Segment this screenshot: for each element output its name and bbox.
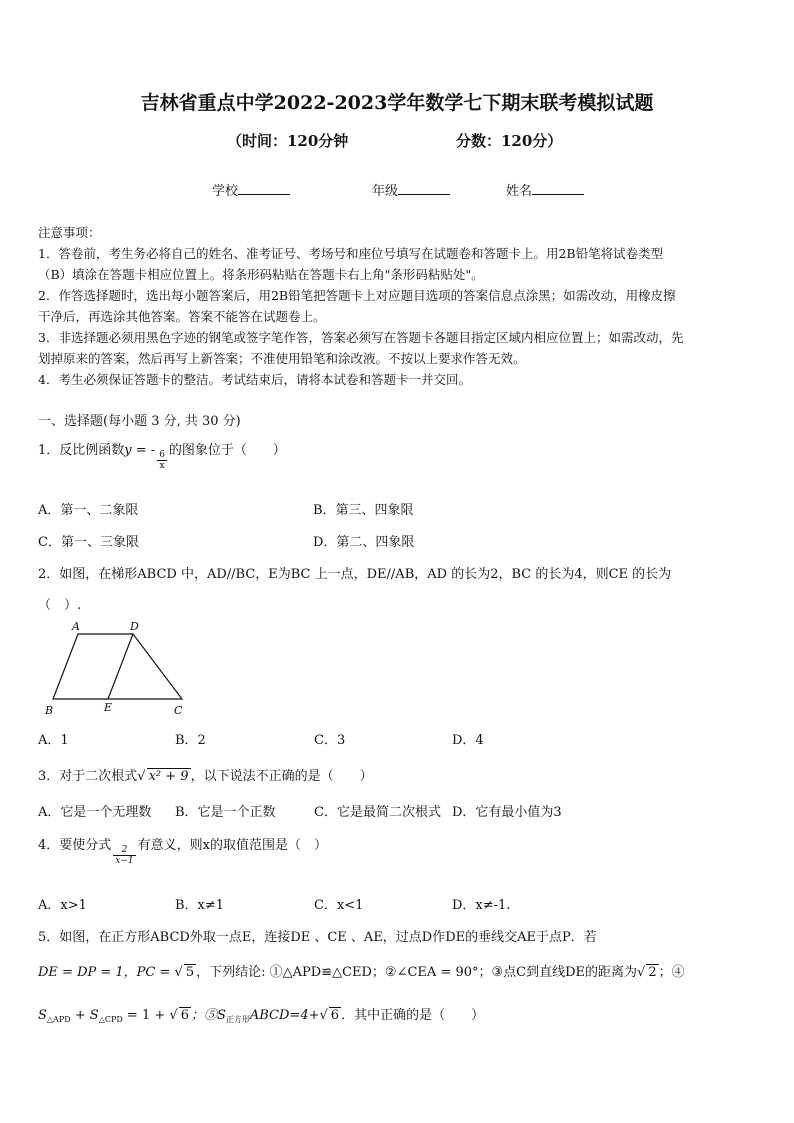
q3-text-after: ，以下说法不正确的是（ ） — [190, 769, 373, 784]
q4-frac-den: x−1 — [115, 856, 134, 866]
label-b: B — [45, 704, 54, 717]
grade-field[interactable] — [372, 180, 450, 199]
exam-notes — [38, 222, 760, 390]
notes-line: 划掉原来的答案，然后再写上新答案；不准使用铅笔和涂改液。不按以上要求作答无效。 — [38, 351, 526, 366]
school-blank[interactable] — [238, 182, 290, 195]
q4-fraction — [113, 845, 135, 866]
q1-formula-lhs: y = - — [124, 443, 156, 458]
q5-sqrt-6a: 6 — [180, 1008, 189, 1023]
section-heading: 一、选择题(每小题 3 分, 共 30 分) — [38, 414, 241, 429]
sqrt-sign: √ — [637, 965, 646, 980]
name-field[interactable] — [506, 180, 584, 199]
q4-option-b[interactable]: B．x≠1 — [175, 898, 225, 913]
q1-frac-num: 6 — [159, 450, 165, 460]
sqrt-sign: √ — [174, 965, 183, 980]
question-1 — [38, 439, 286, 471]
q3-radicand: x² + 9 — [148, 769, 189, 784]
q5-sub-apd: △APD — [46, 1015, 71, 1024]
q3-option-a[interactable]: A．它是一个无理数 — [38, 805, 152, 820]
q5-sub-square: 正方形 — [225, 1015, 250, 1024]
q2-option-c[interactable]: C．3 — [314, 733, 346, 748]
label-c: C — [174, 704, 183, 717]
q4-text-before: 4．要使分式 — [38, 838, 112, 853]
question-5-line-1: 5．如图，在正方形ABCD外取一点E，连接DE 、CE 、AE，过点D作DE的垂线交AE于点P．若 — [38, 930, 597, 945]
q5-conclusions: ，下列结论: ①△APD≌△CED；②∠CEA = 90°；③点C到直线DE的距离为 — [196, 965, 638, 980]
q5-sub-cpd: △CPD — [98, 1015, 123, 1024]
sqrt-sign: √ — [169, 1008, 178, 1023]
label-a: A — [72, 620, 80, 633]
q5-line2-end: ；④ — [658, 965, 685, 980]
grade-blank[interactable] — [398, 182, 450, 195]
q4-option-a[interactable]: A．x>1 — [38, 898, 87, 913]
notes-line: 1．答卷前，考生务必将自己的姓名、准考证号、考场号和座位号填写在试题卷和答题卡上。用2B铅笔将试卷类型 — [38, 246, 664, 261]
q3-option-d[interactable]: D．它有最小值为3 — [452, 805, 562, 820]
q5-s1: S — [38, 1008, 47, 1023]
notes-heading: 注意事项： — [38, 225, 101, 240]
q2-option-d[interactable]: D．4 — [452, 733, 484, 748]
q3-option-c[interactable]: C．它是最简二次根式 — [314, 805, 441, 820]
q5-area: ABCD=4+ — [249, 1008, 320, 1023]
notes-line: 4．考生必须保证答题卡的整洁。考试结束后，请将本试卷和答题卡一并交回。 — [38, 372, 471, 387]
name-blank[interactable] — [532, 182, 584, 195]
q5-sum: = 1 + — [122, 1008, 170, 1023]
q5-sqrt-5: 5 — [185, 965, 195, 980]
q5-sqrt-6b: 6 — [330, 1008, 340, 1023]
q2-option-b[interactable]: B．2 — [175, 733, 206, 748]
q2-option-a[interactable]: A．1 — [38, 733, 69, 748]
question-2-paren: （ ）. — [38, 598, 82, 613]
notes-line: （B）填涂在答题卡相应位置上。将条形码粘贴在答题卡右上角"条形码粘贴处"。 — [38, 267, 484, 282]
q5-s2: + S — [70, 1008, 99, 1023]
exam-time: （时间：120分钟 — [227, 132, 349, 150]
q5-s3: ；⑤S — [190, 1008, 226, 1023]
question-2: 2．如图，在梯形ABCD 中，AD//BC，E为BC 上一点，DE//AB，AD 的长为2，BC 的长为4，则CE 的长为 — [38, 567, 672, 582]
q1-frac-den: x — [159, 461, 165, 471]
trapezoid-figure — [40, 618, 200, 720]
sqrt-sign: √ — [319, 1008, 328, 1023]
question-5-line-3 — [38, 1004, 484, 1025]
q5-question-end: ．其中正确的是（ ） — [341, 1008, 485, 1023]
q5-eq1: DE = DP = 1，PC = — [38, 965, 175, 980]
sqrt-sign: √ — [137, 769, 146, 784]
q1-option-d[interactable]: D．第二、四象限 — [313, 535, 415, 550]
label-d: D — [130, 620, 139, 633]
exam-score: 分数：120分） — [456, 132, 563, 150]
q1-text-after: 的图象位于（ ） — [168, 443, 286, 458]
q3-text-before: 3．对于二次根式 — [38, 769, 138, 784]
q1-option-a[interactable]: A．第一、二象限 — [38, 503, 139, 518]
q5-sqrt-2: 2 — [648, 965, 657, 980]
notes-line: 2．作答选择题时，选出每小题答案后，用2B铅笔把答题卡上对应题目选项的答案信息点涂黑；如需改动，用橡皮擦 — [38, 288, 676, 303]
school-label: 学校 — [212, 184, 239, 199]
q1-option-b[interactable]: B．第三、四象限 — [313, 503, 414, 518]
label-e: E — [104, 701, 113, 714]
q1-text-before: 1．反比例函数 — [38, 443, 125, 458]
notes-line: 3．非选择题必须用黑色字迹的钢笔或签字笔作答，答案必须写在答题卡各题目指定区域内相应位置上；如需改动，先 — [38, 330, 684, 345]
exam-title: 吉林省重点中学2022-2023学年数学七下期末联考模拟试题 — [140, 92, 654, 114]
trapezoid-abcd — [53, 634, 182, 699]
q1-option-c[interactable]: C．第一、三象限 — [38, 535, 139, 550]
notes-line: 干净后，再选涂其他答案。答案不能答在试题卷上。 — [38, 309, 326, 324]
segment-de — [108, 634, 133, 699]
question-3 — [38, 765, 373, 784]
grade-label: 年级 — [372, 184, 399, 199]
name-label: 姓名 — [506, 184, 533, 199]
question-4 — [38, 834, 327, 866]
q4-option-c[interactable]: C．x<1 — [314, 898, 364, 913]
school-field[interactable] — [212, 180, 290, 199]
q4-frac-num: 2 — [113, 845, 135, 856]
q3-option-b[interactable]: B．它是一个正数 — [175, 805, 276, 820]
q4-text-after: 有意义，则x的取值范围是（ ） — [137, 838, 327, 853]
question-5-line-2 — [38, 961, 685, 980]
q4-option-d[interactable]: D．x≠-1. — [452, 898, 511, 913]
q1-fraction — [157, 450, 167, 471]
